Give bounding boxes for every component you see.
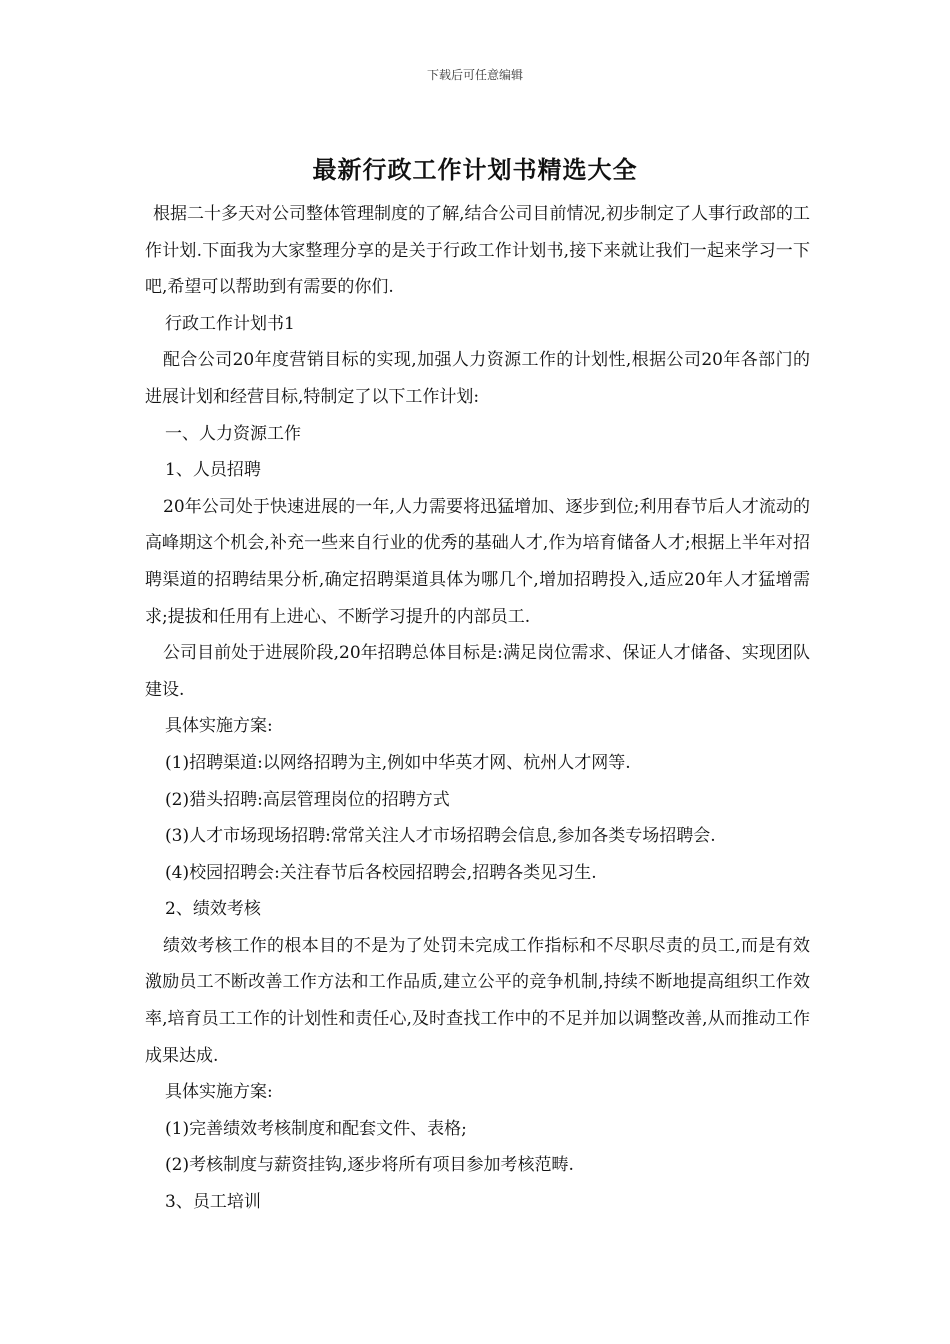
section-heading: 一、人力资源工作 (165, 423, 301, 444)
plan-heading: 具体实施方案: (165, 1082, 273, 1103)
document-body (145, 196, 810, 1221)
list-item: (3)人才市场现场招聘:常常关注人才市场招聘会信息,参加各类专场招聘会. (165, 826, 716, 847)
intro-paragraph: 根据二十多天对公司整体管理制度的了解,结合公司目前情况,初步制定了人事行政部的工作计划.下面我为大家整理分享的是关于行政工作计划书,接下来就让我们一起来学习一下吧,希望可以帮助到有需要的你们. (145, 204, 810, 298)
section-heading: 行政工作计划书1 (165, 313, 295, 334)
list-item: (4)校园招聘会:关注春节后各校园招聘会,招聘各类见习生. (165, 862, 597, 883)
list-item: (1)完善绩效考核制度和配套文件、表格; (165, 1118, 467, 1139)
body-paragraph: 20年公司处于快速进展的一年,人力需要将迅猛增加、逐步到位;利用春节后人才流动的高峰期这个机会,补充一些来自行业的优秀的基础人才,作为培育储备人才;根据上半年对招聘渠道的招聘结果分析,确定招聘渠道具体为哪几个,增加招聘投入,适应20年人才猛增需求;提拔和任用有上进心、不断学习提升的内部员工. (145, 496, 810, 627)
subsection-heading: 3、员工培训 (165, 1192, 261, 1213)
plan-heading: 具体实施方案: (165, 716, 273, 737)
list-item: (1)招聘渠道:以网络招聘为主,例如中华英才网、杭州人才网等. (165, 752, 631, 773)
body-paragraph: 公司目前处于进展阶段,20年招聘总体目标是:满足岗位需求、保证人才储备、实现团队建设. (145, 643, 810, 700)
subsection-heading: 1、人员招聘 (165, 460, 261, 481)
body-paragraph: 绩效考核工作的根本目的不是为了处罚未完成工作指标和不尽职尽责的员工,而是有效激励员工不断改善工作方法和工作品质,建立公平的竞争机制,持续不断地提高组织工作效率,培育员工工作的计划性和责任心,及时查找工作中的不足并加以调整改善,从而推动工作成果达成. (145, 935, 810, 1066)
list-item: (2)考核制度与薪资挂钩,逐步将所有项目参加考核范畴. (165, 1155, 574, 1176)
list-item: (2)猎头招聘:高层管理岗位的招聘方式 (165, 789, 450, 810)
subsection-heading: 2、绩效考核 (165, 899, 261, 920)
header-note: 下载后可任意编辑 (426, 68, 523, 82)
document-title: 最新行政工作计划书精选大全 (312, 155, 638, 184)
body-paragraph: 配合公司20年度营销目标的实现,加强人力资源工作的计划性,根据公司20年各部门的进展计划和经营目标,特制定了以下工作计划: (145, 350, 810, 407)
